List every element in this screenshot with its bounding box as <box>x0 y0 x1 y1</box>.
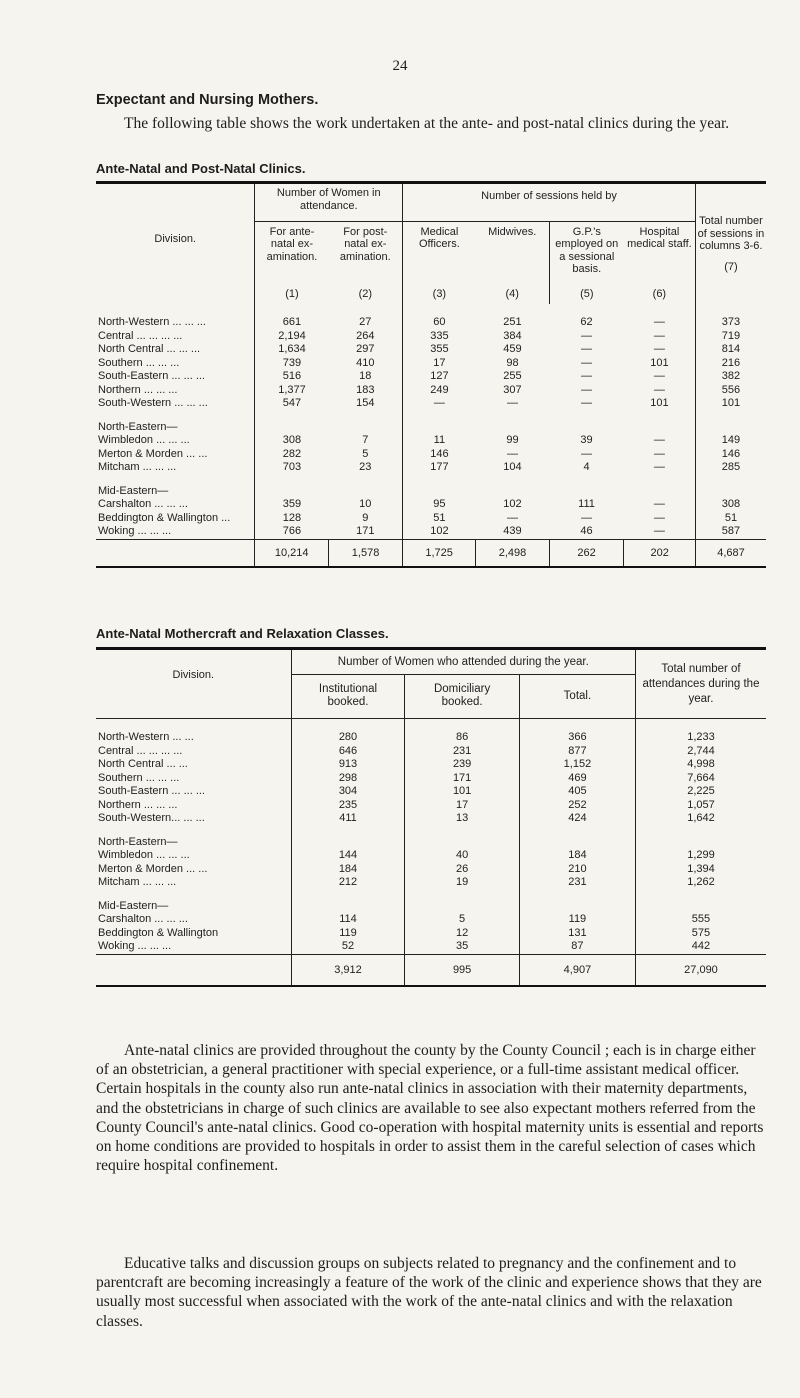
value-cell: 231 <box>405 745 520 759</box>
value-cell: 216 <box>695 357 766 371</box>
value-cell: 4,907 <box>519 954 635 986</box>
value-cell: 101 <box>650 397 669 409</box>
value-cell: 251 <box>503 316 522 328</box>
division-name: South-Eastern ... ... ... <box>98 370 205 382</box>
value-cell: 1,377 <box>255 384 329 398</box>
value-cell: 102 <box>403 525 476 539</box>
value-cell: 2,498 <box>476 539 550 567</box>
division-name: South-Eastern ... ... ... <box>98 785 205 797</box>
value-cell: 40 <box>405 849 520 863</box>
col-header-number: (2) <box>358 287 373 300</box>
group-label: Mid-Eastern— <box>98 899 169 912</box>
value-cell: 146 <box>403 448 476 462</box>
value-cell: 703 <box>255 461 329 475</box>
value-cell: 86 <box>405 719 520 745</box>
value-cell: 183 <box>356 383 375 396</box>
value-cell: 46 <box>580 525 593 537</box>
value-cell: 27 <box>359 316 372 328</box>
value-cell: 411 <box>291 812 405 826</box>
value-cell: 87 <box>519 940 635 954</box>
value-cell: 184 <box>291 863 405 877</box>
value-cell: — <box>581 397 593 409</box>
value-cell: — <box>581 447 593 460</box>
group-row <box>96 421 766 435</box>
value-cell: 101 <box>650 356 669 369</box>
value-cell: 366 <box>519 719 635 745</box>
value-cell: 18 <box>359 370 372 382</box>
value-cell: 99 <box>506 434 519 446</box>
section-title: Expectant and Nursing Mothers. <box>96 92 319 108</box>
table-row <box>96 719 766 745</box>
value-cell: 1,394 <box>635 863 766 877</box>
value-cell: 10 <box>359 498 372 510</box>
value-cell: — <box>653 370 665 382</box>
value-cell: 35 <box>405 940 520 954</box>
col-header-number: (4) <box>505 287 519 300</box>
division-name: Mitcham ... ... ... <box>98 876 177 888</box>
table-row <box>96 384 766 398</box>
value-cell: 516 <box>255 370 329 384</box>
value-cell: 382 <box>695 370 766 384</box>
value-cell: 587 <box>695 525 766 539</box>
value-cell: 17 <box>403 357 476 371</box>
table-row <box>96 876 766 890</box>
paragraph-2: Educative talks and discussion groups on subjects related to pregnancy and the confinement and to parentcraft are becoming increasingly a feature of the work of the clinic and experience shows that they are usually most successful when associated with the work of the ante-natal clinics and with the relaxation classes. <box>96 1255 762 1330</box>
value-cell: 1,725 <box>403 539 476 567</box>
value-cell: 995 <box>405 954 520 986</box>
value-cell: — <box>653 343 665 355</box>
value-cell: 814 <box>695 343 766 357</box>
division-name: Wimbledon ... ... ... <box>98 434 190 446</box>
value-cell: — <box>653 461 665 473</box>
value-cell: — <box>653 329 665 342</box>
value-cell: 661 <box>255 304 329 330</box>
division-name: Merton & Morden ... ... <box>98 447 208 460</box>
value-cell: — <box>653 511 665 524</box>
col-header-label: For ante-natal ex- amination. <box>266 225 318 263</box>
value-cell: 1,057 <box>635 799 766 813</box>
col2-header-3 <box>519 674 635 718</box>
value-cell: 23 <box>359 461 372 473</box>
value-cell: 252 <box>519 799 635 813</box>
value-cell: 308 <box>695 498 766 512</box>
women-group-header: Number of Women in attendance. <box>255 183 403 222</box>
page-number: 24 <box>392 58 408 74</box>
col-header-label: Midwives. <box>488 225 537 238</box>
value-cell: 424 <box>519 812 635 826</box>
table-row <box>96 954 766 986</box>
value-cell: 410 <box>356 356 375 369</box>
women-attended-group-header: Number of Women who attended during the year. <box>291 649 635 675</box>
value-cell: 1,299 <box>635 849 766 863</box>
table-row <box>96 397 766 411</box>
table-row <box>96 370 766 384</box>
col2-header-label: Total. <box>563 689 592 702</box>
col-header-number: (5) <box>580 287 594 300</box>
paragraph-1: Ante-natal clinics are provided throughout the county by the County Council ; each is in charge either of an obstetrician, a general practitioner with special experience, or a full-time assistant medical officer. Certain hospitals in the county also run ante-natal clinics in association with their maternity departments, and the obstetricians in charge of such clinics are available to see also expectant mothers referred from the County Council's ante-natal clinics. Good co-operation with hospital maternity units is essential and reports on home conditions are provided to hospitals in order to assist them in the careful selection of cases which require hospital confinement. <box>96 1042 764 1175</box>
division-name: South-Western ... ... ... <box>98 397 208 409</box>
value-cell: 739 <box>255 357 329 371</box>
value-cell: 442 <box>635 940 766 954</box>
table-row <box>96 799 766 813</box>
col2-header-label: Institutional booked. <box>318 683 378 709</box>
value-cell: 1,634 <box>255 343 329 357</box>
value-cell: 1,578 <box>329 539 403 567</box>
value-cell: 239 <box>405 758 520 772</box>
value-cell: 171 <box>405 772 520 786</box>
value-cell: 307 <box>503 383 522 396</box>
division-name: Merton & Morden ... ... <box>98 862 208 875</box>
value-cell: 95 <box>403 498 476 512</box>
value-cell: 177 <box>403 461 476 475</box>
value-cell: 5 <box>405 913 520 927</box>
value-cell: — <box>581 370 593 382</box>
value-cell: 19 <box>405 876 520 890</box>
value-cell: 184 <box>519 849 635 863</box>
relaxation-classes-table <box>96 647 766 987</box>
value-cell: 249 <box>403 384 476 398</box>
division-name: Northern ... ... ... <box>98 798 178 811</box>
col-header-6 <box>624 221 696 304</box>
value-cell: 101 <box>405 785 520 799</box>
value-cell: 3,912 <box>291 954 405 986</box>
division-name: Carshalton ... ... ... <box>98 498 188 510</box>
table-row <box>96 512 766 526</box>
value-cell: 127 <box>403 370 476 384</box>
value-cell: 60 <box>403 304 476 330</box>
col-header-label: For post-natal ex- amination. <box>339 225 391 263</box>
value-cell: 2,194 <box>255 330 329 344</box>
division-name: Woking ... ... ... <box>98 940 172 952</box>
sessions-group-header: Number of sessions held by <box>403 183 696 222</box>
value-cell: 308 <box>255 434 329 448</box>
division-name: North Central ... ... <box>98 758 188 770</box>
division-name: Northern ... ... ... <box>98 383 178 396</box>
col2-header-2 <box>405 674 520 718</box>
total-attendances-header: Total number of attendances during the year. <box>635 649 766 719</box>
value-cell: 114 <box>291 913 405 927</box>
value-cell: 766 <box>255 525 329 539</box>
division-name: Carshalton ... ... ... <box>98 913 188 925</box>
value-cell: — <box>506 447 518 460</box>
value-cell: 1,642 <box>635 812 766 826</box>
value-cell: 154 <box>356 397 375 409</box>
value-cell: 575 <box>635 927 766 941</box>
division-name: Beddington & Wallington <box>98 926 219 939</box>
division-name: Southern ... ... ... <box>98 356 180 369</box>
value-cell: 52 <box>291 940 405 954</box>
table-row <box>96 940 766 954</box>
value-cell: 469 <box>519 772 635 786</box>
value-cell: 119 <box>519 913 635 927</box>
value-cell: — <box>653 447 665 460</box>
value-cell: 547 <box>255 397 329 411</box>
value-cell: 146 <box>695 448 766 462</box>
value-cell: 4,998 <box>635 758 766 772</box>
group-row <box>96 485 766 499</box>
value-cell: — <box>581 383 593 396</box>
intro-paragraph: The following table shows the work undertaken at the ante- and post-natal clinics during the year. <box>124 115 730 132</box>
division-name: Woking ... ... ... <box>98 525 172 537</box>
col-header-5 <box>549 221 624 304</box>
value-cell: 7,664 <box>635 772 766 786</box>
value-cell: 264 <box>356 329 375 342</box>
col-header-number: (6) <box>652 287 667 300</box>
value-cell: 98 <box>506 356 519 369</box>
col-header-number: (3) <box>432 287 447 300</box>
value-cell: 27,090 <box>635 954 766 986</box>
value-cell: 12 <box>405 927 520 941</box>
table-row <box>96 461 766 475</box>
value-cell: 119 <box>291 927 405 941</box>
col-header-label: Medical Officers. <box>419 225 460 251</box>
table-row <box>96 343 766 357</box>
value-cell: 298 <box>291 772 405 786</box>
value-cell: — <box>581 511 593 524</box>
value-cell: — <box>403 397 476 411</box>
value-cell: 4 <box>583 461 590 473</box>
division-name: Southern ... ... ... <box>98 771 180 784</box>
value-cell: 646 <box>291 745 405 759</box>
col-header-2 <box>329 221 403 304</box>
value-cell: 255 <box>503 370 522 382</box>
value-cell: 877 <box>519 745 635 759</box>
value-cell: — <box>653 434 665 446</box>
value-cell: 913 <box>291 758 405 772</box>
clinics-table <box>96 181 766 568</box>
division-name: Mitcham ... ... ... <box>98 461 177 473</box>
value-cell: 7 <box>362 434 369 446</box>
col-header-label: Hospital medical staff. <box>627 225 692 251</box>
value-cell: — <box>506 511 518 524</box>
value-cell: 335 <box>403 330 476 344</box>
value-cell: — <box>581 329 593 342</box>
value-cell: 2,225 <box>635 785 766 799</box>
col-header-3 <box>403 221 476 304</box>
value-cell: 304 <box>291 785 405 799</box>
group-label: North-Eastern— <box>98 835 178 848</box>
value-cell: 17 <box>405 799 520 813</box>
value-cell: 280 <box>291 719 405 745</box>
value-cell: 9 <box>362 511 369 524</box>
value-cell: 2,744 <box>635 745 766 759</box>
division-name: North-Western ... ... ... <box>98 316 206 328</box>
table-row <box>96 498 766 512</box>
table-row <box>96 849 766 863</box>
value-cell: 131 <box>519 927 635 941</box>
value-cell: 459 <box>503 343 522 355</box>
total-label <box>96 539 255 567</box>
value-cell: 128 <box>255 512 329 526</box>
col-header-label: G.P.'s employed on a sessional basis. <box>555 225 619 276</box>
value-cell: 11 <box>403 434 476 448</box>
value-cell: 1,233 <box>635 719 766 745</box>
value-cell: 210 <box>519 863 635 877</box>
division-name: South-Western... ... ... <box>98 812 205 824</box>
group-row <box>96 900 766 914</box>
division-name: Beddington & Wallington ... <box>98 511 231 524</box>
value-cell: 212 <box>291 876 405 890</box>
value-cell: 297 <box>356 343 375 355</box>
col2-header-label: Domiciliary booked. <box>433 683 491 709</box>
value-cell: — <box>653 525 665 537</box>
value-cell: 171 <box>356 525 375 537</box>
col-header-1 <box>255 221 329 304</box>
table-row <box>96 448 766 462</box>
value-cell: 51 <box>403 512 476 526</box>
table-row <box>96 863 766 877</box>
value-cell: 719 <box>695 330 766 344</box>
value-cell: — <box>506 397 518 409</box>
group-label: Mid-Eastern— <box>98 484 169 497</box>
table-row <box>96 758 766 772</box>
table-row <box>96 357 766 371</box>
table-row <box>96 913 766 927</box>
total-sessions-header: Total number of sessions in columns 3-6. (7) <box>695 183 766 305</box>
value-cell: 104 <box>503 461 522 473</box>
value-cell: 231 <box>519 876 635 890</box>
value-cell: 355 <box>403 343 476 357</box>
value-cell: 285 <box>695 461 766 475</box>
division-name: North-Western ... ... <box>98 731 194 743</box>
value-cell: 102 <box>503 498 522 510</box>
table-row <box>96 772 766 786</box>
value-cell: — <box>581 343 593 355</box>
value-cell: 5 <box>362 447 369 460</box>
value-cell: 556 <box>695 384 766 398</box>
value-cell: — <box>653 316 665 328</box>
division-header: Division. <box>96 183 255 305</box>
table2-title: Ante-Natal Mothercraft and Relaxation Classes. <box>96 626 389 641</box>
division-name: North Central ... ... ... <box>98 343 201 355</box>
col-header-number: (1) <box>285 287 299 300</box>
value-cell: 262 <box>549 539 624 567</box>
value-cell: 4,687 <box>695 539 766 567</box>
table-row <box>96 525 766 539</box>
table-row <box>96 745 766 759</box>
value-cell: 282 <box>255 448 329 462</box>
table-row <box>96 812 766 826</box>
value-cell: 101 <box>695 397 766 411</box>
value-cell: 555 <box>635 913 766 927</box>
division-header-2: Division. <box>96 649 291 719</box>
value-cell: 13 <box>405 812 520 826</box>
value-cell: 149 <box>695 434 766 448</box>
value-cell: 405 <box>519 785 635 799</box>
value-cell: 439 <box>503 525 522 537</box>
table-row <box>96 927 766 941</box>
value-cell: 111 <box>578 498 595 510</box>
division-name: Wimbledon ... ... ... <box>98 849 190 861</box>
value-cell: 1,262 <box>635 876 766 890</box>
table-row <box>96 304 766 330</box>
value-cell: 359 <box>255 498 329 512</box>
table-row <box>96 539 766 567</box>
value-cell: 10,214 <box>255 539 329 567</box>
value-cell: 1,152 <box>519 758 635 772</box>
group-label: North-Eastern— <box>98 420 178 433</box>
division-name: Central ... ... ... ... <box>98 744 183 757</box>
value-cell: 373 <box>695 304 766 330</box>
value-cell: 26 <box>405 863 520 877</box>
value-cell: — <box>581 356 593 369</box>
value-cell: 202 <box>624 539 696 567</box>
value-cell: — <box>653 498 665 510</box>
table-row <box>96 785 766 799</box>
value-cell: — <box>653 383 665 396</box>
col2-header-1 <box>291 674 405 718</box>
col-header-4 <box>476 221 550 304</box>
value-cell: 235 <box>291 799 405 813</box>
table1-title: Ante-Natal and Post-Natal Clinics. <box>96 161 306 176</box>
group-row <box>96 836 766 850</box>
value-cell: 144 <box>291 849 405 863</box>
total-label <box>96 954 291 986</box>
value-cell: 39 <box>580 434 593 446</box>
table-row <box>96 434 766 448</box>
value-cell: 62 <box>580 316 593 328</box>
division-name: Central ... ... ... ... <box>98 329 183 342</box>
table-row <box>96 330 766 344</box>
value-cell: 384 <box>503 329 522 342</box>
value-cell: 51 <box>695 512 766 526</box>
